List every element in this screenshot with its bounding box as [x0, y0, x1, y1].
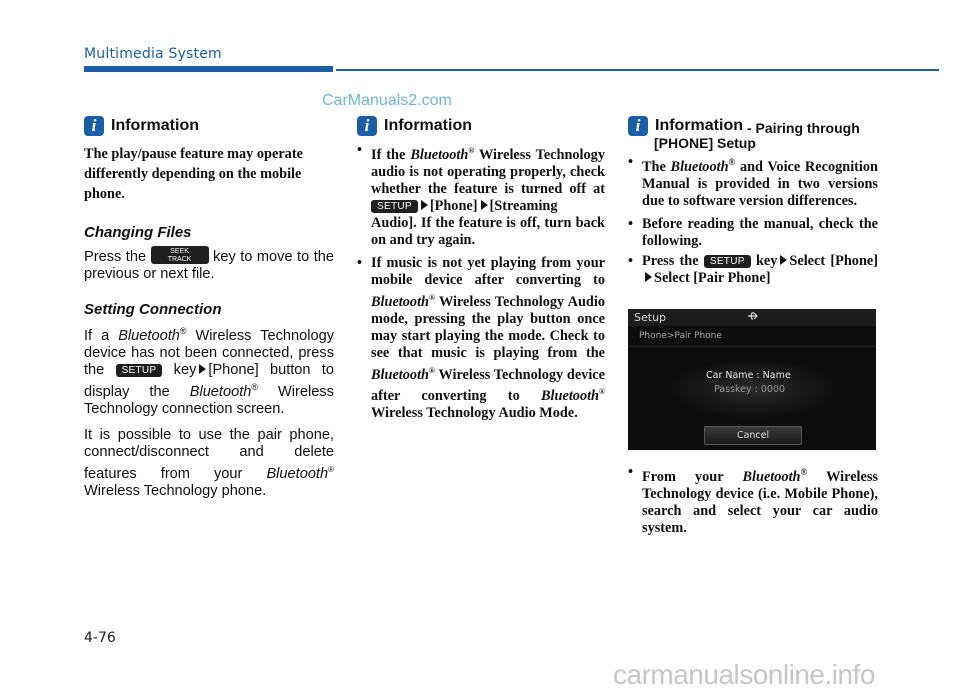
- screen-title: Setup: [634, 311, 667, 324]
- list-item: • If music is not yet playing from your mobile device after converting to Bluetooth® Wireless Technology Audio mode, pressing the play button once may start playing the mode. Check to see that music is playing from the Bluetooth® Wireless Technology device after converting to Bluetooth® Wireless Technology Audio Mode.: [357, 255, 605, 422]
- setting-connection-heading: Setting Connection: [84, 301, 222, 318]
- info-text: The play/pause feature may operate differently depending on the mobile phone.: [84, 146, 303, 202]
- pair-phone-text: It is possible to use the pair phone, connect/disconnect and delete features from your Bluetooth® Wireless Technology phone.: [84, 426, 335, 499]
- info-bullets: [357, 142, 605, 422]
- column-1: [84, 116, 334, 500]
- arrow-right-icon: [199, 364, 206, 374]
- watermark-top: CarManuals2.com: [322, 92, 452, 109]
- seek-track-key: SEEK TRACK: [151, 246, 209, 264]
- cancel-button[interactable]: Cancel: [704, 426, 802, 445]
- setting-connection-text: If a Bluetooth® Wireless Technology device has not been connected, press the SETUP key [Phone] button to display the Bluetooth® Wireless Technology connection screen.: [84, 326, 334, 417]
- column-2: [357, 116, 605, 422]
- info-heading: Information: [384, 117, 472, 134]
- pair-phone-screen-image: [628, 309, 876, 450]
- arrow-right-icon: [481, 200, 488, 210]
- watermark-bottom: carmanualsonline.info: [613, 659, 875, 690]
- setup-key: SETUP: [371, 200, 418, 213]
- list-item: • From your Bluetooth® Wireless Technology device (i.e. Mobile Phone), search and select your car audio system.: [628, 464, 878, 537]
- header-rule-thick: [84, 66, 333, 72]
- info-bullets: [628, 464, 878, 537]
- info-box-heading: [357, 116, 605, 136]
- changing-files-text: Press the SEEK TRACK key to move to the previous or next file.: [84, 248, 334, 282]
- list-item: • If the Bluetooth® Wireless Technology audio is not operating properly, check whether the feature is turned off at SETUP [Phone] [Streaming Audio]. If the feature is off, turn back on and try again.: [357, 142, 605, 249]
- info-heading: Information: [111, 117, 199, 134]
- info-box-heading: i Information - Pairing through: [628, 116, 878, 136]
- arrow-right-icon: [780, 255, 787, 265]
- arrow-right-icon: [421, 200, 428, 210]
- setup-key: SETUP: [116, 364, 163, 377]
- section-title: Multimedia System: [84, 46, 222, 62]
- info-box-heading: [84, 116, 334, 136]
- info-icon: i: [628, 116, 648, 136]
- passkey-label: Passkey : 0000: [714, 384, 786, 395]
- setup-key: SETUP: [704, 255, 751, 268]
- info-icon: i: [357, 116, 377, 136]
- screen-breadcrumb: Phone>Pair Phone: [639, 331, 722, 341]
- car-name-label: Car Name : Name: [706, 370, 791, 381]
- info-bullets: [628, 154, 878, 287]
- arrow-right-icon: [645, 272, 652, 282]
- page-number: 4-76: [84, 630, 116, 646]
- list-item: • Before reading the manual, check the following.: [628, 216, 878, 250]
- changing-files-heading: Changing Files: [84, 224, 192, 241]
- info-icon: i: [84, 116, 104, 136]
- list-item: • Press the SETUP key Select [Phone]Select [Pair Phone]: [628, 253, 878, 287]
- header-rule-thin: [336, 69, 939, 71]
- usb-icon: [747, 311, 759, 324]
- info-heading-line2: [PHONE] Setup: [654, 135, 756, 151]
- info-heading: Information: [655, 117, 743, 134]
- column-3-continued: [628, 464, 878, 537]
- list-item: • The Bluetooth® and Voice Recognition Manual is provided in two versions due to software version differences.: [628, 154, 878, 210]
- column-3: [628, 116, 878, 287]
